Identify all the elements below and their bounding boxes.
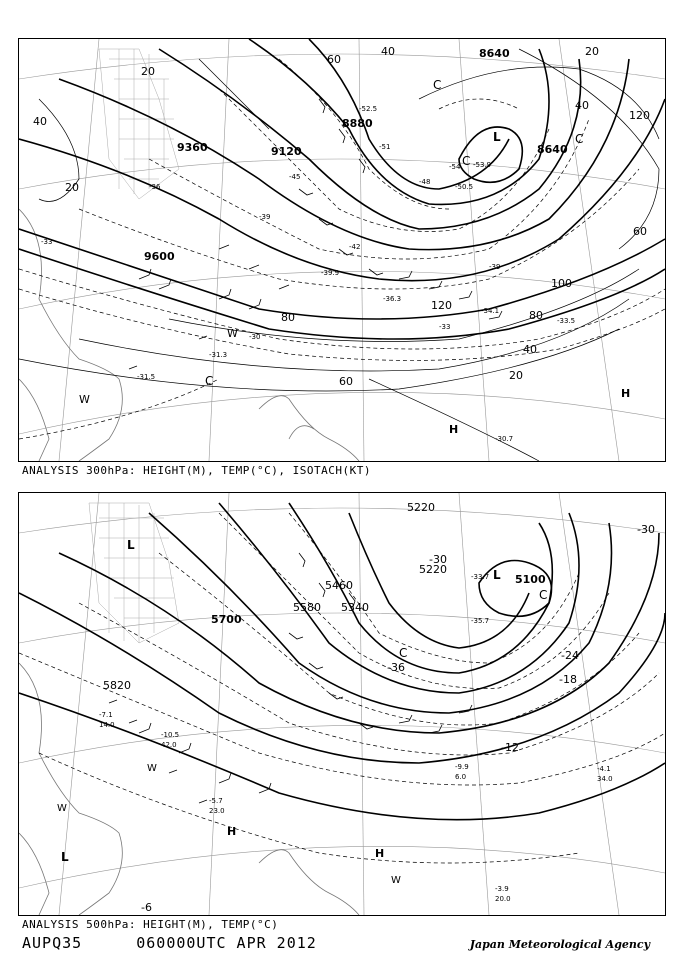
warm-center-marker: W: [391, 875, 401, 886]
low-center-marker: L: [493, 130, 501, 144]
station-value: -52.5: [359, 105, 378, 113]
height-label: 5100: [515, 573, 546, 586]
station-value: -31.5: [137, 373, 156, 381]
station-value: -36.3: [383, 295, 402, 303]
station-value: -30.7: [495, 435, 514, 443]
height-contours: [19, 39, 665, 339]
cold-center-marker: C: [399, 646, 408, 660]
isotach-label: 20: [65, 181, 79, 194]
low-center-marker: L: [127, 538, 135, 552]
high-center-marker: H: [375, 847, 385, 860]
temp-label: -30: [637, 523, 655, 536]
cold-center-marker: C: [575, 132, 584, 146]
height-label: 9360: [177, 141, 208, 154]
station-value: -33.7: [471, 573, 490, 581]
warm-center-marker: W: [57, 803, 67, 814]
station-value: 23.0: [209, 807, 225, 815]
station-value: -50.5: [455, 183, 474, 191]
isotach-label: 20: [141, 65, 155, 78]
hatched-area: [99, 49, 179, 199]
analysis-300hpa-map: [18, 38, 666, 462]
temp-label: -30: [249, 333, 261, 341]
station-value: -35.7: [471, 617, 490, 625]
map-300-canvas: [19, 39, 665, 461]
warm-center-marker: W: [147, 763, 157, 774]
isotach-label: 60: [633, 225, 647, 238]
isotach-label: 40: [33, 115, 47, 128]
warm-center-marker: W: [227, 327, 238, 340]
station-value: 34.0: [597, 775, 613, 783]
height-label: 5820: [103, 679, 131, 692]
height-label: 9120: [271, 145, 302, 158]
isotach-label: 80: [529, 309, 543, 322]
graticule: [19, 493, 665, 915]
temp-label: -39: [259, 213, 271, 221]
station-value: -53.9: [473, 161, 492, 169]
height-label: 5220: [407, 501, 435, 514]
station-value: -3.9: [495, 885, 509, 893]
station-value: -39.9: [321, 269, 340, 277]
chart-datetime: 060000UTC APR 2012: [136, 934, 317, 952]
isotach-label: 40: [575, 99, 589, 112]
station-value: -33.5: [557, 317, 576, 325]
temp-label: -39: [489, 263, 501, 271]
station-value: 42.0: [161, 741, 177, 749]
low-center-marker: L: [61, 850, 69, 864]
isotach-label: 20: [585, 45, 599, 58]
station-value: -31.3: [209, 351, 228, 359]
cold-center-marker: C: [205, 374, 214, 388]
chart-code: AUPQ35: [22, 934, 83, 952]
temp-label: -12: [501, 741, 519, 754]
station-value: -5.7: [209, 797, 223, 805]
isotach-label: 100: [551, 277, 572, 290]
isotach-label: 40: [523, 343, 537, 356]
high-center-marker: H: [449, 423, 459, 436]
isotach-label: 60: [327, 53, 341, 66]
station-value: -10.5: [161, 731, 180, 739]
temp-label: -42: [349, 243, 361, 251]
temp-label: -54: [449, 163, 461, 171]
station-value: -7.1: [99, 711, 113, 719]
height-label: 5220: [419, 563, 447, 576]
height-label: 8640: [537, 143, 568, 156]
isotach-label: 20: [509, 369, 523, 382]
chart-id-footer: [22, 934, 317, 952]
height-labels: [103, 501, 546, 692]
temp-label: -36: [387, 661, 405, 674]
height-label: 5340: [341, 601, 369, 614]
temp-label: -33: [41, 238, 53, 246]
high-center-marker: H: [227, 825, 237, 838]
temp-label: -51: [379, 143, 391, 151]
station-value: -9.9: [455, 763, 469, 771]
height-labels: [144, 47, 568, 263]
analysis-500hpa-map: [18, 492, 666, 916]
temp-label: -18: [559, 673, 577, 686]
station-value: 6.0: [455, 773, 467, 781]
station-value: 20.0: [495, 895, 511, 903]
height-label: 5700: [211, 613, 242, 626]
temp-label: -24: [561, 649, 579, 662]
map-500-canvas: [19, 493, 665, 915]
temp-label: -33: [439, 323, 451, 331]
low-center-marker: L: [493, 568, 501, 582]
station-value: -34.1: [481, 307, 500, 315]
cold-center-marker: C: [539, 588, 548, 602]
station-value: 14.0: [99, 721, 115, 729]
warm-center-marker: W: [79, 393, 90, 406]
height-label: 8640: [479, 47, 510, 60]
cold-center-marker: C: [433, 78, 442, 92]
high-center-marker: H: [621, 387, 631, 400]
isotach-label: 120: [629, 109, 650, 122]
height-label: 5460: [325, 579, 353, 592]
agency-name: Japan Meteorological Agency: [469, 938, 650, 951]
height-label: 9600: [144, 250, 175, 263]
temp-label: -30: [429, 553, 447, 566]
cold-center-marker: C: [462, 154, 471, 168]
temp-label: -45: [289, 173, 301, 181]
isotach-label: 60: [339, 375, 353, 388]
temp-label: -48: [419, 178, 431, 186]
isotach-label: 120: [431, 299, 452, 312]
temp-label: -6: [141, 901, 152, 914]
temp-label: -36: [149, 183, 161, 191]
station-value: -4.1: [597, 765, 611, 773]
isotach-label: 40: [381, 45, 395, 58]
height-label: 8880: [342, 117, 373, 130]
caption-500hpa: ANALYSIS 500hPa: HEIGHT(M), TEMP(°C): [22, 918, 279, 931]
isotach-contours: [19, 49, 659, 461]
height-label: 5580: [293, 601, 321, 614]
isotach-label: 80: [281, 311, 295, 324]
caption-300hpa: ANALYSIS 300hPa: HEIGHT(M), TEMP(°C), ISOTACH(KT): [22, 464, 372, 477]
